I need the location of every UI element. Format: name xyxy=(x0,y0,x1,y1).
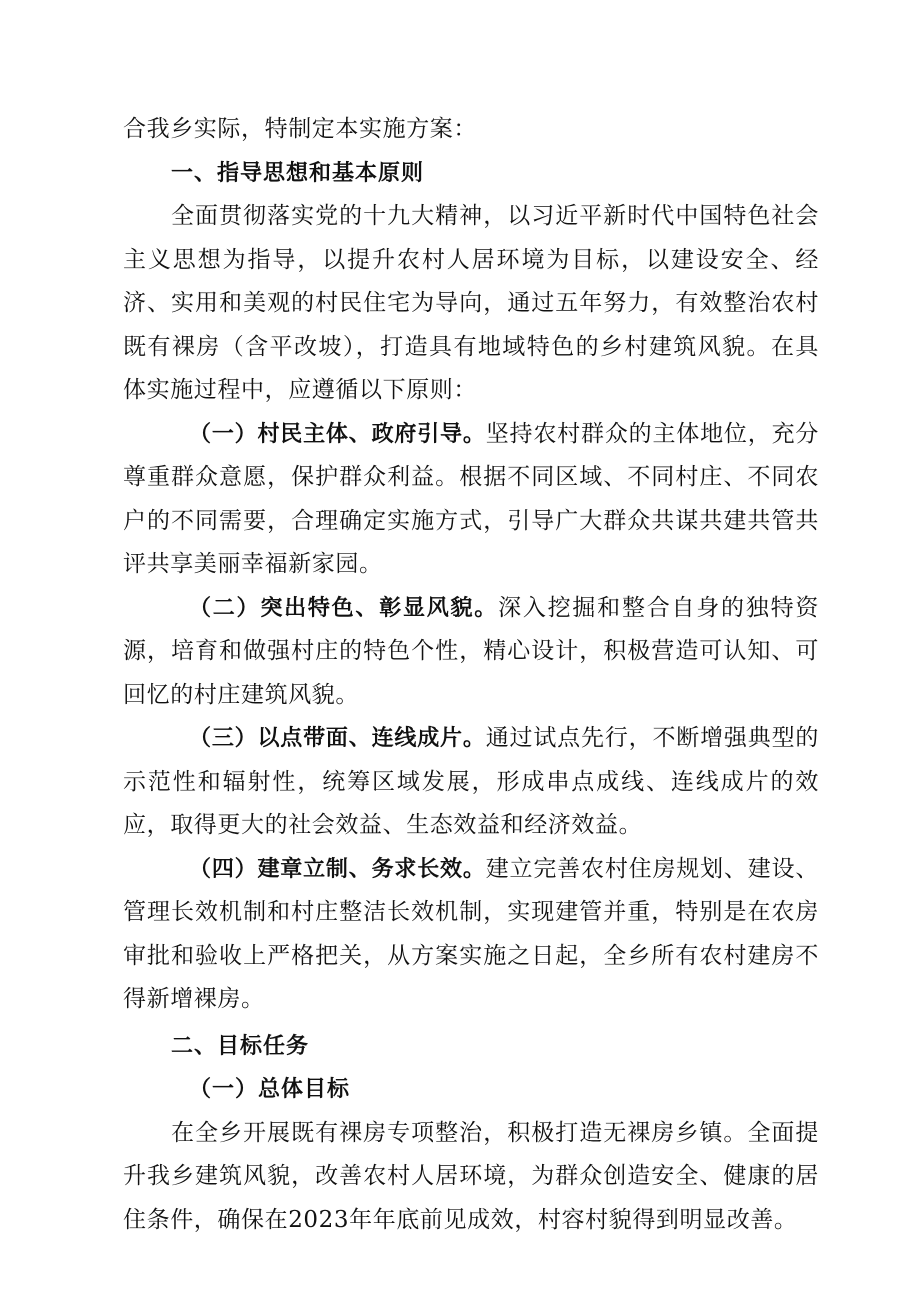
section-2-subheading: （一）总体目标 xyxy=(189,1077,351,1102)
principle-3-body: 通过试点先行，不断增强典型的示范性和辐射性，统筹区域发展，形成串点成线、连线成片的效应，取得更大的社会效益、生态效益和经济效益。 xyxy=(123,725,819,838)
section-2-heading: 二、目标任务 xyxy=(171,1033,310,1059)
document-body xyxy=(123,108,819,1242)
principle-3 xyxy=(123,717,819,848)
principle-3-title: （三）以点带面、连线成片。 xyxy=(189,726,486,751)
principle-2-body: 深入挖掘和整合自身的独特资源，培育和做强村庄的特色个性，精心设计，积极营造可认知、可回忆的村庄建筑风貌。 xyxy=(123,594,819,708)
principle-4-body: 建立完善农村住房规划、建设、管理长效机制和村庄整洁长效机制，实现建管并重，特别是在农房审批和验收上严格把关，从方案实施之日起，全乡所有农村建房不得新增裸房。 xyxy=(123,855,819,1012)
principle-1-title: （一）村民主体、政府引导。 xyxy=(189,421,486,447)
section-1-heading: 一、指导思想和基本原则 xyxy=(171,160,425,186)
intro-paragraph: 合我乡实际，特制定本实施方案： xyxy=(123,116,477,142)
principle-1-body: 坚持农村群众的主体地位，充分尊重群众意愿，保护群众利益。根据不同区域、不同村庄、不同农户的不同需要，合理确定实施方式，引导广大群众共谋共建共管共评共享美丽幸福新家园。 xyxy=(123,420,819,577)
principle-2 xyxy=(123,587,819,718)
principle-4-title: （四）建章立制、务求长效。 xyxy=(189,856,486,882)
principle-1 xyxy=(123,413,819,587)
section-1-body: 全面贯彻落实党的十九大精神，以习近平新时代中国特色社会主义思想为指导，以提升农村人居环境为目标，以建设安全、经济、实用和美观的村民住宅为导向，通过五年努力，有效整治农村既有裸房（含平改坡），打造具有地域特色的乡村建筑风貌。在具体实施过程中，应遵循以下原则： xyxy=(123,203,819,403)
principle-4 xyxy=(123,848,819,1022)
section-2-body: 在全乡开展既有裸房专项整治，积极打造无裸房乡镇。全面提升我乡建筑风貌，改善农村人居环境，为群众创造安全、健康的居住条件，确保在2023年年底前见成效，村容村貌得到明显改善。 xyxy=(123,1119,819,1233)
principle-2-title: （二）突出特色、彰显风貌。 xyxy=(189,595,499,621)
